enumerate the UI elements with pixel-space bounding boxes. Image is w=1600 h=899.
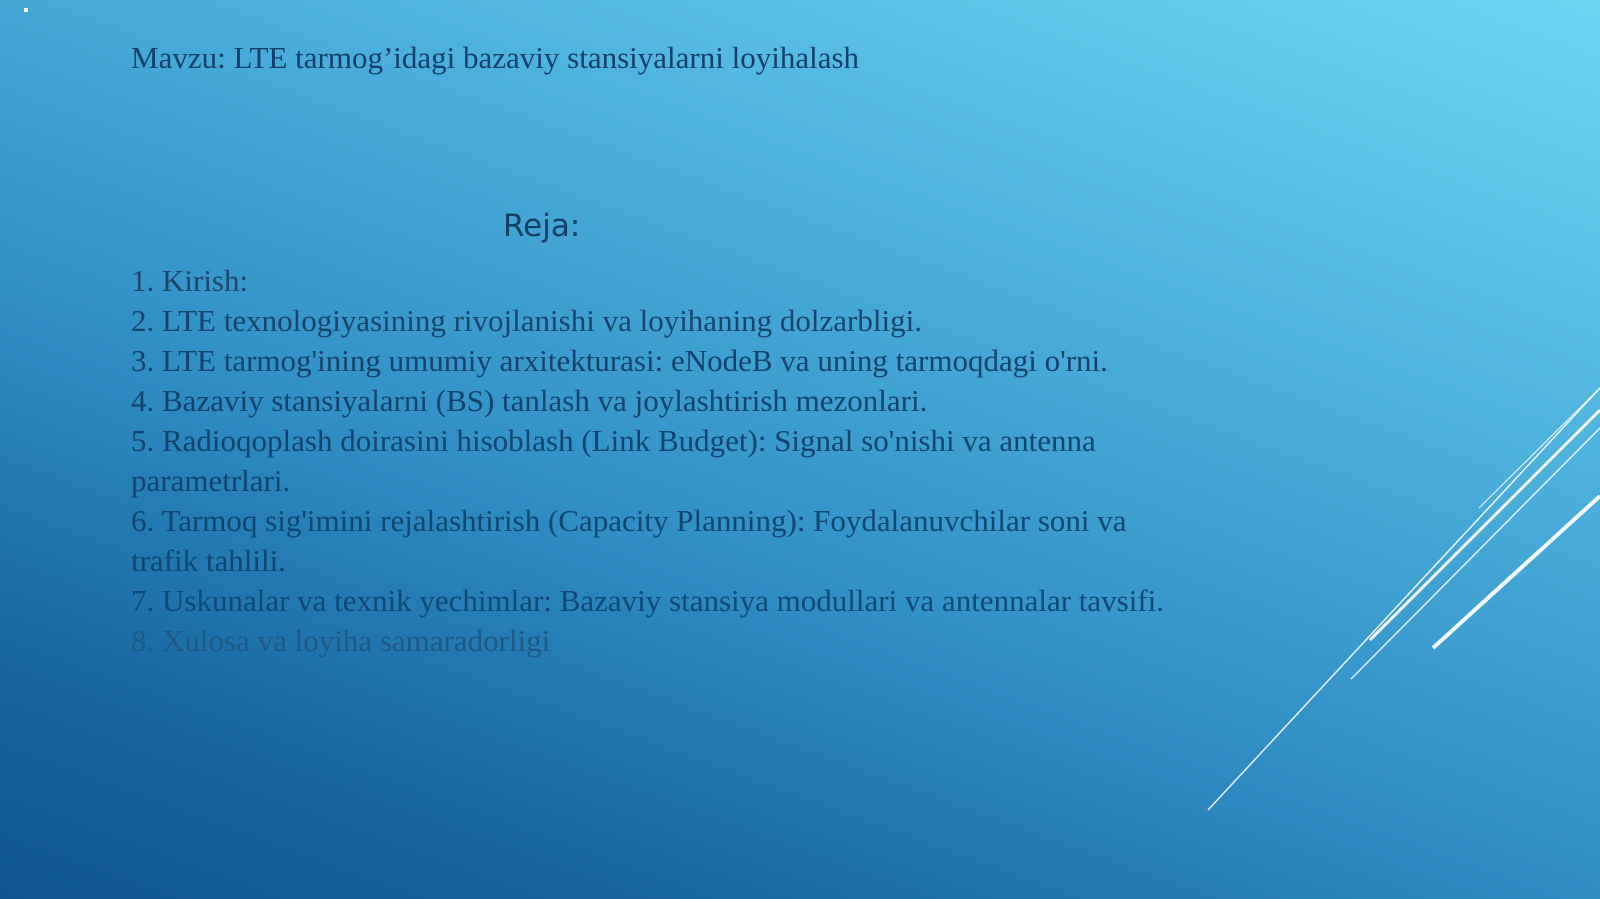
plan-item-7: 7. Uskunalar va texnik yechimlar: Bazaviy stansiya modullari va antennalar tavsifi. (131, 583, 1165, 618)
plan-item-6: 6. Tarmoq sig'imini rejalashtirish (Capacity Planning): Foydalanuvchilar soni va trafik tahlili. (131, 503, 1127, 578)
plan-item-1: 1. Kirish: (131, 263, 249, 298)
plan-heading: Reja: (503, 208, 581, 244)
plan-item-5: 5. Radioqoplash doirasini hisoblash (Link Budget): Signal so'nishi va antenna parametrlari. (131, 423, 1096, 498)
plan-item-2: 2. LTE texnologiyasining rivojlanishi va loyihaning dolzarbligi. (131, 303, 922, 338)
plan-item-4: 4. Bazaviy stansiyalarni (BS) tanlash va joylashtirish mezonlari. (131, 383, 928, 418)
plan-item-3: 3. LTE tarmog'ining umumiy arxitekturasi: eNodeB va uning tarmoqdagi o'rni. (131, 343, 1108, 378)
plan-item-8: 8. Xulosa va loyiha samaradorligi (131, 623, 551, 658)
slide-topic-title: Mavzu: LTE tarmog’idagi bazaviy stansiyalarni loyihalash (131, 40, 860, 75)
